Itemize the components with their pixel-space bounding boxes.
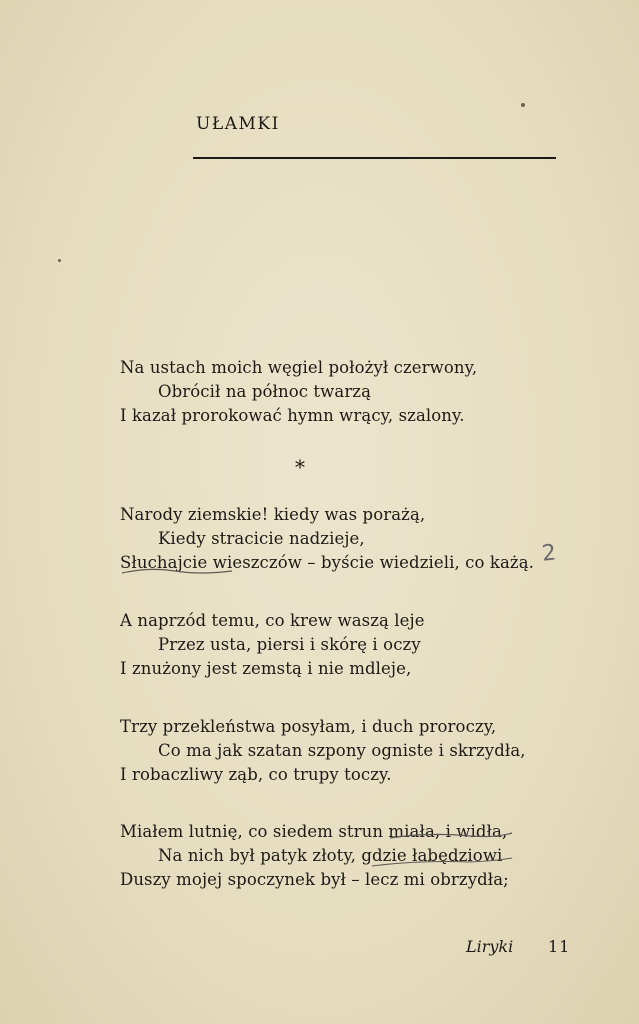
poem-title: UŁAMKI <box>196 114 280 134</box>
page-number: 11 <box>548 937 571 956</box>
verse-line: I robaczliwy ząb, co trupy toczy. <box>120 765 392 784</box>
pencil-underline <box>372 858 512 866</box>
verse-line: Na ustach moich węgiel położył czerwony, <box>120 358 478 377</box>
verse-line: Trzy przekleństwa posyłam, i duch proroczy, <box>120 717 497 736</box>
verse-line: Duszy mojej spoczynek był – lecz mi obrzydła; <box>120 870 509 889</box>
verse-line: Narody ziemskie! kiedy was porażą, <box>120 505 426 524</box>
pencil-underline <box>390 833 512 838</box>
pencil-underline <box>122 569 232 573</box>
verse-line: Przez usta, piersi i skórę i oczy <box>158 635 421 654</box>
running-footer-title: Liryki <box>466 937 514 956</box>
verse-line: Kiedy stracicie nadzieje, <box>158 529 365 548</box>
verse-line: Co ma jak szatan szpony ogniste i skrzydła, <box>158 741 526 760</box>
verse-line: I znużony jest zemstą i nie mdleje, <box>120 659 412 678</box>
verse-line: I kazał prorokować hymn wrący, szalony. <box>120 406 465 425</box>
verse-line: Miałem lutnię, co siedem strun miała, i widła, <box>120 822 508 841</box>
verse-line: Obrócił na północ twarzą <box>158 382 372 401</box>
verse-line: Słuchajcie wieszczów – byście wiedzieli, co każą. <box>120 553 534 572</box>
section-separator: * <box>295 455 305 479</box>
verse-line: Na nich był patyk złoty, gdzie łabędziowi <box>158 846 503 865</box>
handwritten-margin-note: 2 <box>540 540 558 567</box>
verse-line: A naprzód temu, co krew waszą leje <box>120 611 425 630</box>
